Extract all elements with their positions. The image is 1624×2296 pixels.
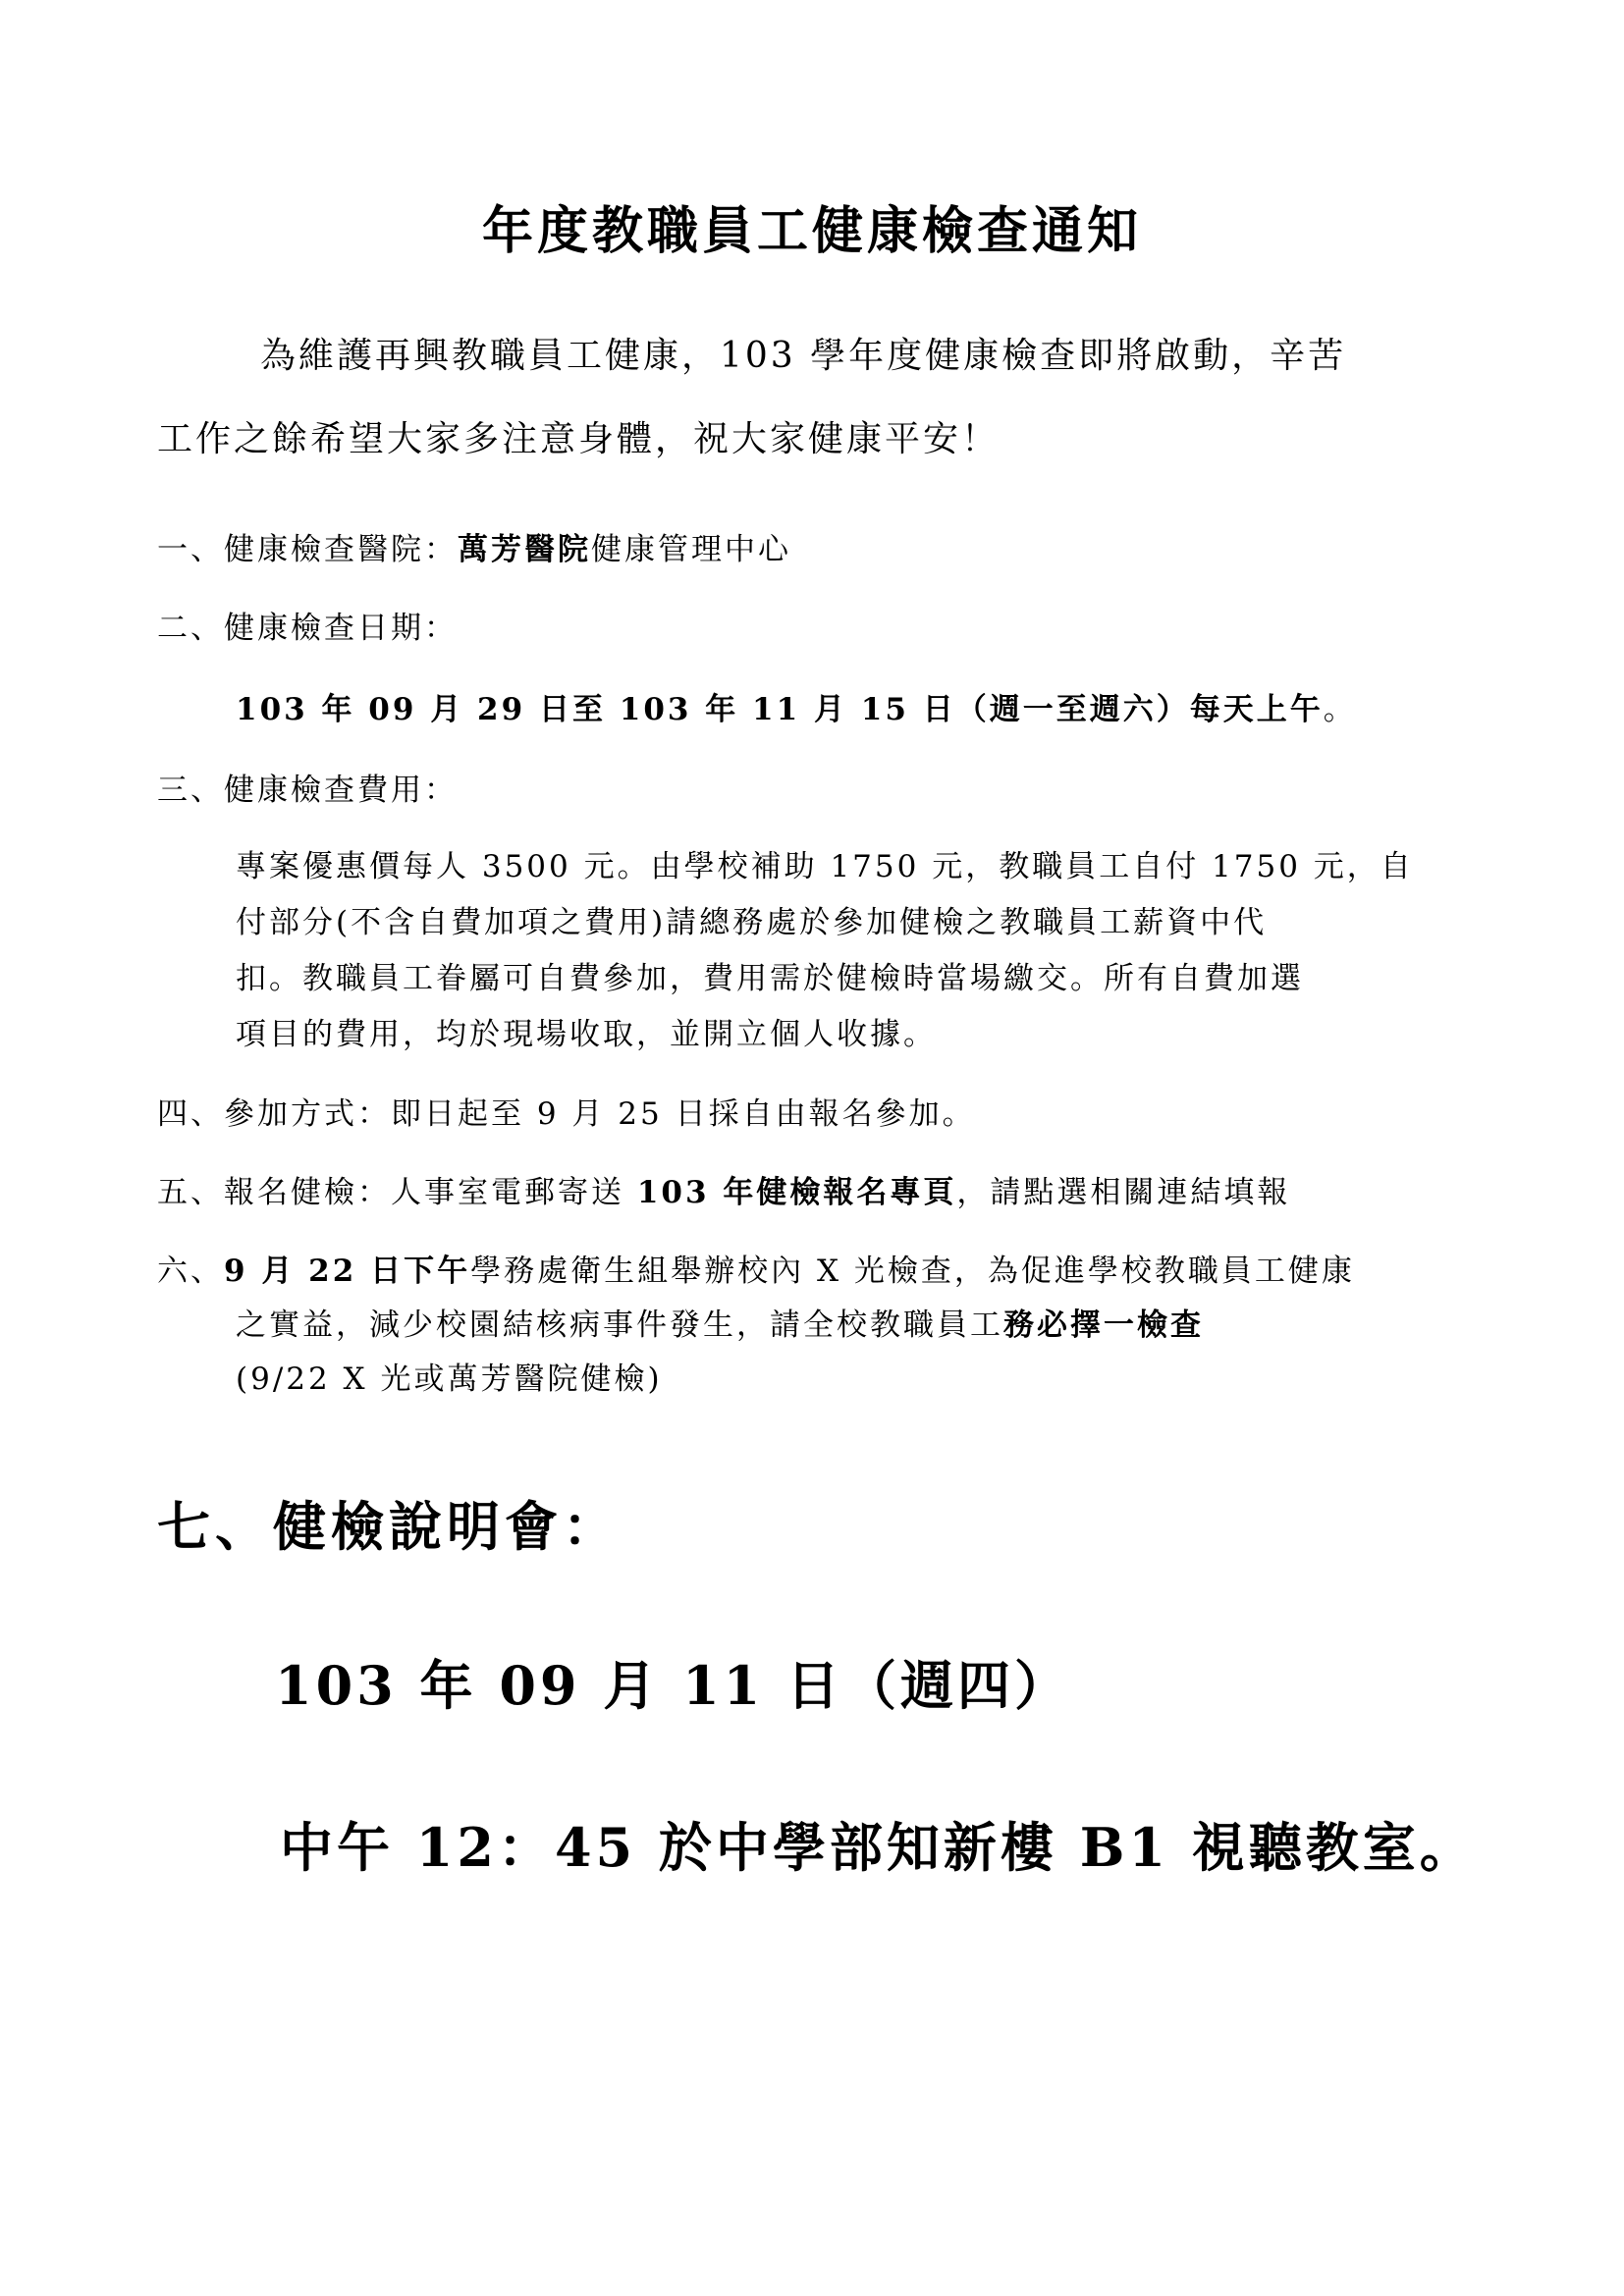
item-3-label: 三、健康檢查費用：: [157, 773, 458, 808]
item-5-prefix: 五、報名健檢：人事室電郵寄送: [157, 1175, 637, 1210]
item-1-suffix: 健康管理中心: [591, 532, 791, 567]
item-2-label: 二、健康檢查日期：: [157, 611, 458, 646]
registration-page-link[interactable]: 103 年健檢報名專頁: [636, 1175, 957, 1210]
item-6-marker: 六、: [157, 1254, 224, 1289]
item-6-line-3: (9/22 X 光或萬芳醫院健檢): [236, 1362, 663, 1397]
item-3-line-4: 項目的費用，均於現場收取，並開立個人收據。: [236, 1017, 937, 1052]
intro-line-2: 工作之餘希望大家多注意身體，祝大家健康平安！: [157, 419, 1001, 459]
item-3-line-1: 專案優惠價每人 3500 元。由學校補助 1750 元，教職員工自付 1750 元，自: [236, 849, 1414, 884]
session-time-place: 中午 12：45 於中學部知新樓 B1 視聽教室。: [280, 1816, 1477, 1879]
item-4-signup: 四、參加方式：即日起至 9 月 25 日採自由報名參加。: [157, 1096, 976, 1132]
exam-dates-period: 。: [1323, 692, 1357, 727]
item-1-prefix: 一、健康檢查醫院：: [157, 532, 458, 567]
item-6-line-1-rest: 學務處衛生組舉辦校內 X 光檢查，為促進學校教職員工健康: [470, 1254, 1355, 1289]
document-title: 年度教職員工健康檢查通知: [481, 201, 1142, 261]
item-2-dates: [236, 692, 1357, 727]
item-3-line-2: 付部分(不含自費加項之費用)請總務處於參加健檢之教職員工薪資中代: [236, 905, 1268, 940]
hospital-name: 萬芳醫院: [458, 532, 591, 567]
session-heading: 七、健檢說明會：: [157, 1495, 621, 1558]
item-5-suffix: ，請點選相關連結填報: [956, 1175, 1291, 1210]
item-6-line-2-plain: 之實益，減少校園結核病事件發生，請全校教職員工: [236, 1308, 1003, 1343]
intro-line-1: 為維護再興教職員工健康，103 學年度健康檢查即將啟動，辛苦: [260, 336, 1347, 376]
item-6-line-1: [157, 1256, 1355, 1287]
item-6-line-2: [236, 1310, 1204, 1341]
item-1-hospital: [157, 532, 791, 567]
item-3-line-3: 扣。教職員工眷屬可自費參加，費用需於健檢時當場繳交。所有自費加選: [236, 961, 1304, 996]
xray-date: 9 月 22 日下午: [224, 1254, 471, 1289]
exam-dates: 103 年 09 月 29 日至 103 年 11 月 15 日（週一至週六）每天上午: [236, 692, 1324, 727]
item-5-registration: [157, 1175, 1291, 1210]
session-date: 103 年 09 月 11 日（週四）: [275, 1654, 1072, 1717]
mandatory-check: 務必擇一檢查: [1003, 1308, 1204, 1343]
